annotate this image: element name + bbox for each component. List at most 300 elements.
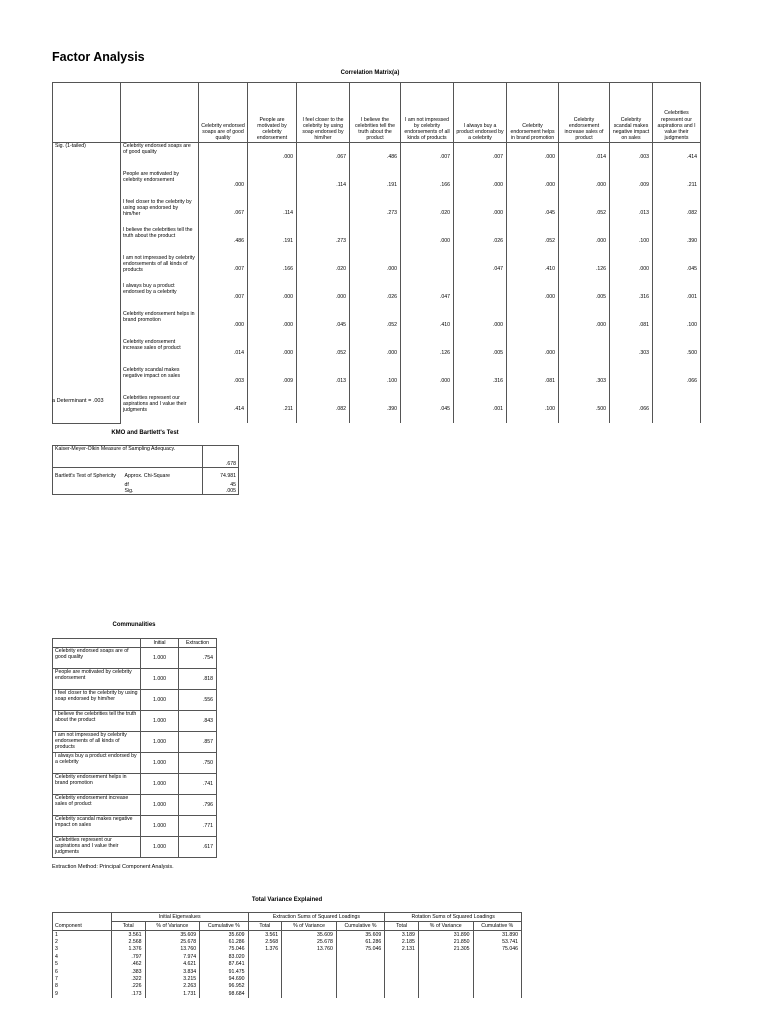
row-label: People are motivated by celebrity endorsement [121,171,199,199]
table-row [53,961,522,968]
table-cell: 25.678 [282,938,337,945]
table-cell: 53.741 [473,938,521,945]
table-cell [336,953,384,960]
table-row [53,648,217,669]
table-cell: .009 [248,367,297,395]
table-row [53,953,522,960]
bartlett-label: Bartlett's Test of Sphericity [55,473,116,479]
table-cell: .045 [653,255,701,283]
correlation-table [52,82,701,424]
table-cell: 1.000 [141,774,179,795]
table-row [53,311,701,339]
table-cell: .066 [610,395,653,423]
table-cell: .009 [610,171,653,199]
table-cell: .013 [297,367,350,395]
table-cell: .082 [297,395,350,423]
table-cell: 31.890 [418,931,473,939]
table-cell: .000 [350,255,401,283]
column-header: Total [111,922,145,931]
table-cell: .067 [199,199,248,227]
table-cell [282,983,337,990]
table-row [53,732,217,753]
table-row [53,975,522,982]
table-cell: .082 [653,199,701,227]
table-cell: 61.286 [336,938,384,945]
table-cell: .081 [507,367,559,395]
sig-label: Sig. [124,487,134,494]
table-row [53,938,522,945]
table-cell: 75.046 [473,946,521,953]
table-cell: 87.641 [200,961,248,968]
table-cell [248,953,282,960]
table-cell: .818 [179,669,217,690]
component-number: 5 [53,961,112,968]
table-cell: .273 [350,199,401,227]
table-cell: .100 [653,311,701,339]
table-cell: .316 [610,283,653,311]
corner-cell [121,83,199,143]
component-number: 4 [53,953,112,960]
column-header: Cumulative % [336,922,384,931]
table-cell: .000 [248,339,297,367]
table-cell: .000 [248,143,297,172]
table-cell: 1.000 [141,711,179,732]
column-header: Initial [141,639,179,648]
table-cell [418,983,473,990]
table-cell: 83.020 [200,953,248,960]
table-cell: .410 [401,311,454,339]
table-cell: .191 [248,227,297,255]
table-row [53,946,522,953]
table-cell: 1.000 [141,690,179,711]
table-cell [385,961,419,968]
component-number: 9 [53,990,112,997]
table-cell: 3.189 [385,931,419,939]
table-cell: .000 [454,171,507,199]
table-cell [248,961,282,968]
table-row [53,199,701,227]
table-cell [473,990,521,997]
kmo-table [52,445,239,495]
component-number: 1 [53,931,112,939]
table-cell: .556 [179,690,217,711]
table-cell [282,975,337,982]
table-cell: .857 [179,732,217,753]
table-cell: .007 [454,143,507,172]
table-row [53,711,217,732]
row-label: Celebrity endorsement increase sales of product [121,339,199,367]
table-cell: .211 [653,171,701,199]
table-cell: .754 [179,648,217,669]
table-cell [336,961,384,968]
table-cell: .020 [297,255,350,283]
table-cell: .273 [297,227,350,255]
component-number: 6 [53,968,112,975]
table-cell: .026 [350,283,401,311]
table-cell: .000 [401,367,454,395]
df-value: 45 [203,482,239,488]
table-cell: .843 [179,711,217,732]
table-cell: .114 [297,171,350,199]
column-header: Celebrity endorsement increase sales of product [559,83,610,143]
table-cell: .007 [401,143,454,172]
table-cell: .126 [559,255,610,283]
table-row [53,968,522,975]
bartlett-row [53,468,239,482]
table-cell [401,255,454,283]
table-cell: 1.731 [145,990,200,997]
table-cell: 1.000 [141,837,179,858]
table-cell [385,953,419,960]
table-row [53,283,701,311]
table-cell [418,975,473,982]
table-cell: .000 [454,311,507,339]
table-row [53,669,217,690]
table-cell: 21.850 [418,938,473,945]
table-cell: .771 [179,816,217,837]
table-cell: .007 [199,255,248,283]
row-label: Celebrity endorsement helps in brand promotion [53,774,141,795]
page-title: Factor Analysis [52,50,145,64]
table-row [53,931,522,939]
table-cell: .617 [179,837,217,858]
table-cell [282,968,337,975]
table-cell: 1.000 [141,753,179,774]
variance-caption: Total Variance Explained [251,897,323,903]
group-label: Sig. (1-tailed) [53,143,121,424]
communalities-header-row [53,639,217,648]
column-header: Extraction [179,639,217,648]
table-cell: .052 [297,339,350,367]
row-label: I believe the celebrities tell the truth about the product [53,711,141,732]
row-label: Celebrity endorsed soaps are of good quality [121,143,199,172]
variance-subheader [53,922,522,931]
table-cell [418,961,473,968]
table-cell [454,283,507,311]
table-cell [282,990,337,997]
table-cell: 3.215 [145,975,200,982]
table-row [53,753,217,774]
row-label: I always buy a product endorsed by a celebrity [121,283,199,311]
table-cell: .066 [653,367,701,395]
table-cell: .414 [199,395,248,423]
table-cell [473,961,521,968]
table-cell: 2.263 [145,983,200,990]
table-cell: .000 [507,339,559,367]
table-cell: .081 [610,311,653,339]
table-row [53,395,701,423]
component-number: 2 [53,938,112,945]
column-header: Celebrities represent our aspirations and I value their judgments [653,83,701,143]
component-number: 8 [53,983,112,990]
table-cell: .741 [179,774,217,795]
communalities-caption: Communalities [112,622,156,628]
table-cell: .047 [454,255,507,283]
df-label: df [124,481,129,488]
table-cell: 25.678 [145,938,200,945]
table-cell: 96.952 [200,983,248,990]
column-header: Component [53,922,112,931]
sig-value: .005 [203,488,239,495]
table-cell [336,990,384,997]
table-row [53,990,522,997]
table-cell: .005 [559,283,610,311]
table-cell [385,975,419,982]
table-cell: 13.760 [145,946,200,953]
table-cell: .000 [454,199,507,227]
communalities-table [52,638,217,858]
table-cell [610,367,653,395]
component-number: 3 [53,946,112,953]
table-cell [282,953,337,960]
kmo-label: Kaiser-Meyer-Olkin Measure of Sampling Adequacy. [53,446,203,468]
table-cell: .100 [610,227,653,255]
row-label: I am not impressed by celebrity endorsements of all kinds of products [53,732,141,753]
table-cell [473,953,521,960]
table-cell: 3.561 [111,931,145,939]
row-label: Celebrity endorsement increase sales of product [53,795,141,816]
table-cell: .005 [454,339,507,367]
corner-cell [53,83,121,143]
table-cell: .000 [248,311,297,339]
table-cell: 13.760 [282,946,337,953]
table-cell [248,975,282,982]
table-cell: .000 [507,143,559,172]
table-cell [199,143,248,172]
table-cell [507,311,559,339]
table-cell: 75.046 [336,946,384,953]
table-cell: .003 [610,143,653,172]
table-cell: 2.568 [248,938,282,945]
table-cell [248,990,282,997]
table-cell: 2.131 [385,946,419,953]
table-cell: 1.376 [248,946,282,953]
table-row [53,774,217,795]
table-cell [473,968,521,975]
table-cell: .000 [199,311,248,339]
table-cell: 1.000 [141,816,179,837]
table-cell: .486 [350,143,401,172]
table-cell: .000 [507,283,559,311]
table-cell: .486 [199,227,248,255]
chi-value: 74.981 [203,468,239,482]
table-row [53,255,701,283]
table-cell [297,199,350,227]
correlation-footnote: a Determinant = .003 [52,398,104,404]
table-cell: .000 [297,283,350,311]
table-cell: .226 [111,983,145,990]
table-cell: .126 [401,339,454,367]
row-label: Celebrities represent our aspirations and I value their judgments [53,837,141,858]
table-cell: .383 [111,968,145,975]
table-cell: .191 [350,171,401,199]
table-cell: .052 [559,199,610,227]
table-cell [336,983,384,990]
table-cell: .414 [653,143,701,172]
variance-group-header [53,913,522,922]
table-cell: .000 [401,227,454,255]
table-cell: .000 [350,339,401,367]
table-row [53,143,701,172]
table-cell [418,990,473,997]
column-header: I am not impressed by celebrity endorsements of all kinds of products [401,83,454,143]
table-cell: 35.609 [282,931,337,939]
table-cell: 4.621 [145,961,200,968]
table-cell: .303 [610,339,653,367]
row-label: Celebrity scandal makes negative impact on sales [121,367,199,395]
table-cell: 1.376 [111,946,145,953]
table-row [53,171,701,199]
column-header: % of Variance [145,922,200,931]
communalities-footnote: Extraction Method: Principal Component Analysis. [52,864,174,870]
table-row [53,227,701,255]
table-cell [653,395,701,423]
table-row [53,339,701,367]
row-label: I am not impressed by celebrity endorsements of all kinds of products [121,255,199,283]
group-header: Rotation Sums of Squared Loadings [385,913,522,922]
table-cell: .796 [179,795,217,816]
chi-label: Approx. Chi-Square [124,473,171,479]
table-cell: .001 [454,395,507,423]
table-cell: .000 [507,171,559,199]
table-cell: .114 [248,199,297,227]
table-cell: .000 [559,171,610,199]
table-cell [350,227,401,255]
table-cell: 2.568 [111,938,145,945]
table-cell: .797 [111,953,145,960]
table-cell [248,983,282,990]
table-cell: 1.000 [141,795,179,816]
table-cell: 1.000 [141,732,179,753]
table-row [53,367,701,395]
correlation-header-row [53,83,701,143]
row-label: People are motivated by celebrity endorsement [53,669,141,690]
column-header: People are motivated by celebrity endorsement [248,83,297,143]
table-cell: 35.609 [200,931,248,939]
table-cell: 1.000 [141,669,179,690]
row-label: I believe the celebrities tell the truth about the product [121,227,199,255]
column-header: Cumulative % [200,922,248,931]
row-label: I feel closer to the celebrity by using soap endorsed by him/her [53,690,141,711]
table-cell: .211 [248,395,297,423]
column-header: I believe the celebrities tell the truth about the product [350,83,401,143]
table-cell: .316 [454,367,507,395]
table-cell: .000 [559,227,610,255]
table-cell [336,975,384,982]
table-cell: 1.000 [141,648,179,669]
table-cell: .462 [111,961,145,968]
table-cell: .173 [111,990,145,997]
variance-table [52,912,522,998]
table-cell: .100 [350,367,401,395]
column-header: Celebrity endorsement helps in brand promotion [507,83,559,143]
table-row [53,983,522,990]
table-cell [248,968,282,975]
table-cell: .166 [248,255,297,283]
table-cell [418,953,473,960]
table-row [53,816,217,837]
table-cell: 98.684 [200,990,248,997]
table-cell: .020 [401,199,454,227]
column-header: Celebrity endorsed soaps are of good quality [199,83,248,143]
corner-cell [53,913,112,922]
table-cell: 7.974 [145,953,200,960]
row-label: I always buy a product endorsed by a celebrity [53,753,141,774]
table-cell: .000 [559,311,610,339]
table-cell: .500 [653,339,701,367]
column-header: % of Variance [282,922,337,931]
kmo-value: .678 [203,446,239,468]
row-label: Celebrity endorsed soaps are of good quality [53,648,141,669]
table-cell [282,961,337,968]
component-number: 7 [53,975,112,982]
table-cell: .026 [454,227,507,255]
table-cell [385,983,419,990]
table-cell: 3.561 [248,931,282,939]
table-cell: .390 [653,227,701,255]
table-cell: 3.834 [145,968,200,975]
table-cell: .013 [610,199,653,227]
table-cell: .014 [199,339,248,367]
table-cell [559,339,610,367]
table-cell [385,990,419,997]
table-row [53,795,217,816]
table-cell: .052 [350,311,401,339]
table-row [53,690,217,711]
row-label: Celebrity endorsement helps in brand promotion [121,311,199,339]
table-cell [418,968,473,975]
table-cell: .045 [507,199,559,227]
table-cell: .007 [199,283,248,311]
table-cell: .303 [559,367,610,395]
table-cell: .390 [350,395,401,423]
correlation-caption: Correlation Matrix(a) [340,70,400,76]
table-cell: 21.305 [418,946,473,953]
table-cell: .000 [199,171,248,199]
table-cell [473,983,521,990]
table-cell: 35.609 [336,931,384,939]
table-cell: .001 [653,283,701,311]
table-cell: .100 [507,395,559,423]
table-cell: .322 [111,975,145,982]
table-cell: .750 [179,753,217,774]
table-cell: .045 [297,311,350,339]
table-cell: .045 [401,395,454,423]
column-header: Cumulative % [473,922,521,931]
table-cell: .000 [248,283,297,311]
kmo-row [53,446,239,468]
column-header: I feel closer to the celebrity by using soap endorsed by him/her [297,83,350,143]
table-cell: .047 [401,283,454,311]
corner-cell [53,639,141,648]
table-cell: 35.609 [145,931,200,939]
table-cell: 91.475 [200,968,248,975]
row-label: Celebrity scandal makes negative impact on sales [53,816,141,837]
table-row [53,837,217,858]
column-header: % of Variance [418,922,473,931]
table-cell: 61.286 [200,938,248,945]
table-cell: 94.690 [200,975,248,982]
column-header: Celebrity scandal makes negative impact on sales [610,83,653,143]
table-cell: .410 [507,255,559,283]
table-cell: .166 [401,171,454,199]
row-label: I feel closer to the celebrity by using soap endorsed by him/her [121,199,199,227]
group-header: Initial Eigenvalues [111,913,248,922]
table-cell: .067 [297,143,350,172]
table-cell [473,975,521,982]
table-cell: 75.046 [200,946,248,953]
group-header: Extraction Sums of Squared Loadings [248,913,385,922]
